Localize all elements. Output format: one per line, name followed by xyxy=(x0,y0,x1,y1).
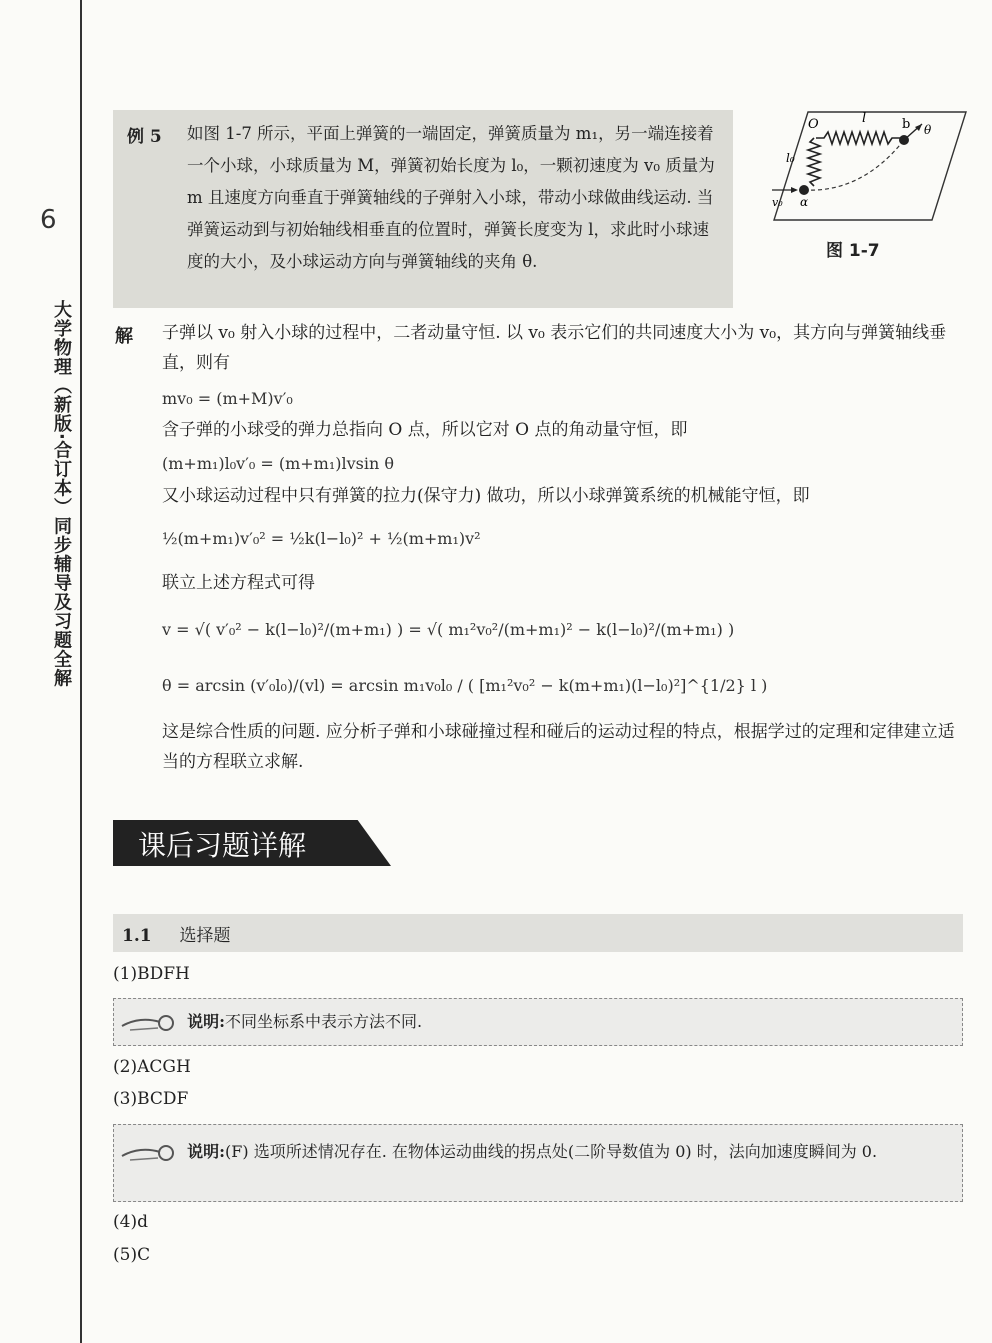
magnifier-icon xyxy=(120,1142,182,1164)
subsection-heading xyxy=(122,921,231,946)
ball-initial xyxy=(799,185,809,195)
section-title: 课后习题详解 xyxy=(138,829,307,862)
solution-p5: 这是综合性质的问题. 应分析子弹和小球碰撞过程和碰后的运动过程的特点，根据学过的定理和定律建立适当的方程联立求解. xyxy=(162,722,955,772)
label-l: l xyxy=(862,111,867,126)
subsection-number: 1.1 xyxy=(122,926,152,946)
equation-angle: θ = arcsin (v′₀l₀)/(vl) = arcsin m₁v₀l₀ / ( [m₁²v₀² − k(m+m₁)(l−l₀)²]^{1/2} l ) xyxy=(162,676,768,695)
page-number: 6 xyxy=(40,205,57,235)
subsection-bar xyxy=(113,914,963,952)
answer-5: (5)C xyxy=(113,1245,151,1265)
answer-4: (4)d xyxy=(113,1212,148,1232)
solution-p2: 含子弹的小球受的弹力总指向 O 点，所以它对 O 点的角动量守恒，即 xyxy=(162,420,688,440)
note-label: 说明: xyxy=(187,1142,226,1161)
subsection-title: 选择题 xyxy=(179,926,231,946)
label-theta: θ xyxy=(924,123,932,137)
note-box-2 xyxy=(113,1124,963,1202)
note-label: 说明: xyxy=(187,1012,226,1031)
equation-angular-momentum: (m+m₁)l₀v′₀ = (m+m₁)lvsin θ xyxy=(162,454,394,473)
figure-caption: 图 1-7 xyxy=(826,241,880,261)
label-b: b xyxy=(902,117,911,132)
label-v0: v₀ xyxy=(772,196,783,209)
margin-rule xyxy=(80,0,82,1343)
spine-book-title: 大学物理（新版·合订本）同步辅导及习题全解 xyxy=(51,300,72,688)
note-text: (F) 选项所述情况存在. 在物体运动曲线的拐点处(二阶导数值为 0) 时，法向加速度瞬间为 0. xyxy=(225,1142,878,1161)
answer-1: (1)BDFH xyxy=(113,964,190,984)
note-box-1 xyxy=(113,998,963,1046)
final-spring xyxy=(816,132,900,144)
example-text: 如图 1-7 所示，平面上弹簧的一端固定，弹簧质量为 m₁，另一端连接着一个小球，小球质量为 M，弹簧初始长度为 l₀，一颗初速度为 v₀ 质量为 m 且速度方向垂直于弹簧轴线的子弹射入小球，带动小球做曲线运动. 当弹簧运动到与初始轴线相垂直的位置时，弹簧长度变为 l，求此时小球速度的大小，及小球运动方向与弹簧轴线的夹角 θ. xyxy=(187,124,715,271)
label-alpha: α xyxy=(800,195,809,209)
figure-1-7 xyxy=(772,108,968,226)
answer-2: (2)ACGH xyxy=(113,1057,191,1077)
equation-velocity: v = √( v′₀² − k(l−l₀)²/(m+m₁) ) = √( m₁²v₀²/(m+m₁)² − k(l−l₀)²/(m+m₁) ) xyxy=(162,620,735,639)
solution-label: 解 xyxy=(115,326,133,347)
label-l0: l₀ xyxy=(786,151,795,165)
solution-p3: 又小球运动过程中只有弹簧的拉力(保守力) 做功，所以小球弹簧系统的机械能守恒，即 xyxy=(162,486,810,506)
example-label: 例 5 xyxy=(127,127,162,147)
equation-energy: ½(m+m₁)v′₀² = ½k(l−l₀)² + ½(m+m₁)v² xyxy=(162,529,481,548)
label-O: O xyxy=(808,117,819,132)
example-box xyxy=(113,110,733,308)
solution-p4: 联立上述方程式可得 xyxy=(162,573,315,593)
note-text: 不同坐标系中表示方法不同. xyxy=(225,1012,423,1031)
trajectory xyxy=(804,140,904,190)
magnifier-icon xyxy=(120,1012,182,1034)
solution-p1: 子弹以 v₀ 射入小球的过程中，二者动量守恒. 以 v₀ 表示它们的共同速度大小为 v₀，其方向与弹簧轴线垂直，则有 xyxy=(162,323,947,373)
equation-momentum: mv₀ = (m+M)v′₀ xyxy=(162,389,293,408)
answer-3: (3)BCDF xyxy=(113,1089,189,1109)
initial-spring xyxy=(808,138,820,186)
